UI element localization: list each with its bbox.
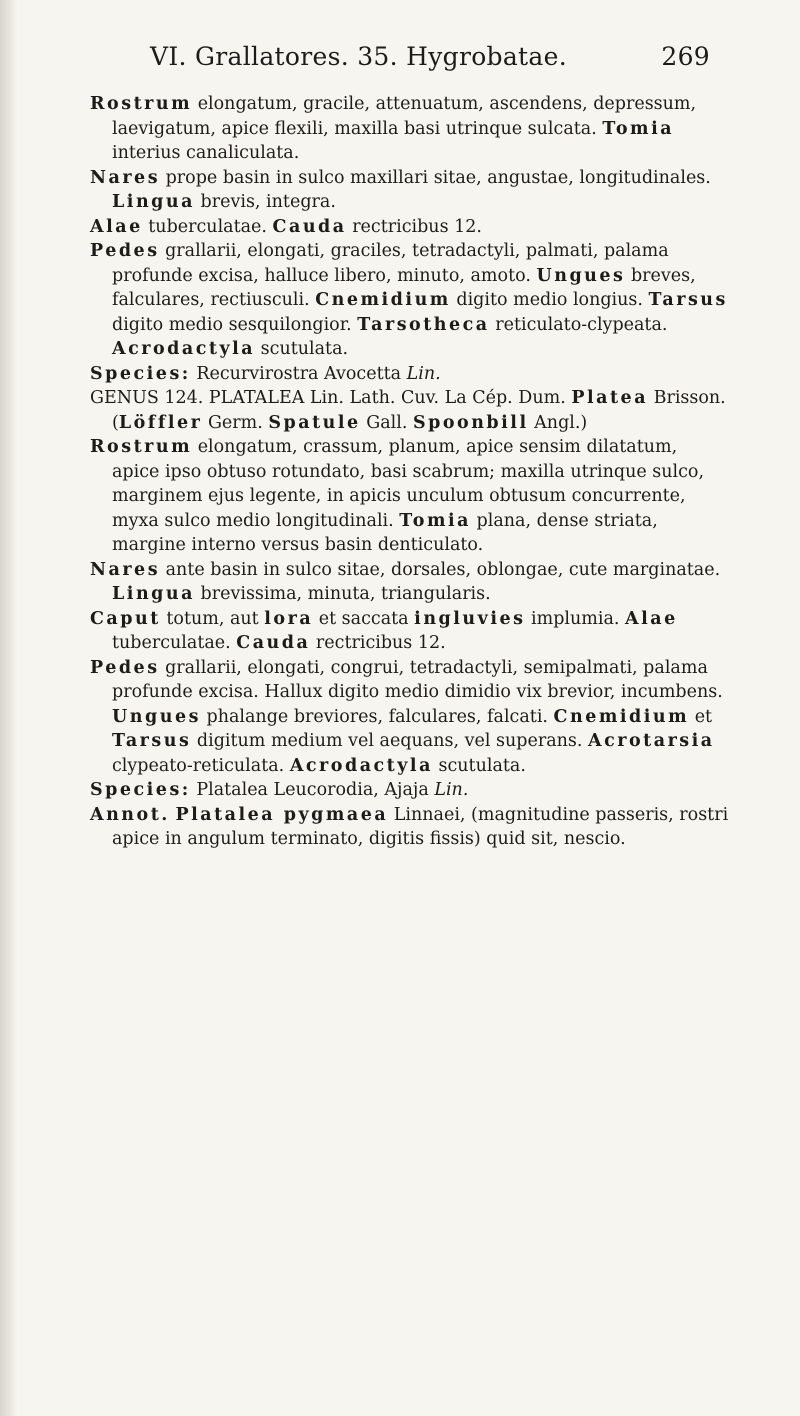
term-spoonbill: Spoonbill <box>412 412 529 433</box>
tomia-text: interius canaliculata. <box>112 143 300 163</box>
annotation-paragraph <box>90 803 730 852</box>
term-nares: Nares <box>90 559 161 580</box>
cnemidium-text: digito medio longius. <box>450 290 649 310</box>
term-ungues: Ungues <box>112 706 201 727</box>
page-body <box>90 92 730 852</box>
term-loffler: Löffler <box>118 412 203 433</box>
pedes-text: grallarii, elongati, graciles, tetradactyli, palmati, palama profunde excisa, halluce libero, minuto, amoto. <box>112 241 669 286</box>
cauda-text: rectricibus 12. <box>346 216 482 237</box>
term-rostrum: Rostrum <box>90 437 193 457</box>
alae-text: tuberculatae. <box>142 216 273 237</box>
term-lingua: Lingua <box>112 192 195 212</box>
alae-paragraph <box>90 215 730 240</box>
species-paragraph-2 <box>90 778 730 803</box>
tarsus-text: digitum medium vel aequans, vel superans. <box>191 731 589 751</box>
nares-text: prope basin in sulco maxillari sitae, angustae, longitudinales. <box>160 167 711 188</box>
alae-text: tuberculatae. <box>112 633 237 653</box>
acrotarsia-text: clypeato-reticulata. <box>112 755 285 776</box>
term-tarsotheca: Tarsotheca <box>357 314 490 335</box>
acrodactyla-text: scutulata. <box>432 755 526 776</box>
spoonbill-text: Angl.) <box>528 412 588 433</box>
running-header <box>150 42 710 82</box>
term-nares: Nares <box>90 167 161 188</box>
species-paragraph <box>90 362 730 387</box>
page-number: 269 <box>661 42 710 71</box>
term-lora: lora <box>264 608 314 629</box>
nares-text: ante basin in sulco sitae, dorsales, oblongae, cute marginatae. <box>160 559 721 580</box>
term-acrodactyla: Acrodactyla <box>289 755 433 776</box>
tomia-text: plana, dense striata, margine interno versus basin denticulato. <box>112 510 658 555</box>
rostrum-text: elongatum, gracile, attenuatum, ascendens, depressum, laevigatum, apice flexili, maxilla basi utrinque sulcata. <box>112 94 697 139</box>
platea-text: Brisson. ( <box>112 388 726 433</box>
cauda-text: rectricibus 12. <box>310 633 446 653</box>
acrodactyla-text: scutulata. <box>255 339 349 359</box>
chapter-title: VI. Grallatores. 35. Hygrobatae. <box>150 42 567 71</box>
spatule-text: Gall. <box>360 412 413 433</box>
tarsotheca-text: reticulato-clypeata. <box>489 314 668 335</box>
nares-paragraph <box>90 166 730 215</box>
term-cauda: Cauda <box>272 216 347 237</box>
loffler-text: Germ. <box>202 412 269 433</box>
term-species: Species: <box>90 363 191 384</box>
term-rostrum: Rostrum <box>90 94 193 114</box>
term-tomia: Tomia <box>399 510 471 531</box>
rostrum-paragraph <box>90 92 730 166</box>
term-tarsus: Tarsus <box>112 731 192 751</box>
term-pedes: Pedes <box>90 241 160 261</box>
term-ungues: Ungues <box>536 265 626 286</box>
term-alae: Alae <box>90 216 143 237</box>
species-text: Recurvirostra Avocetta <box>190 363 407 384</box>
pedes-text: grallarii, elongati, congrui, tetradactyli, semipalmati, palama profunde excisa. Hallux digito medio dimidio vix brevior, incumbens. <box>112 657 723 702</box>
annot-name: Platalea pygmaea <box>175 804 389 825</box>
page-binding-shadow <box>0 0 18 1416</box>
species-authority: Lin. <box>406 363 441 384</box>
ingluvies-text: implumia. <box>525 608 626 629</box>
species-text: Platalea Leucorodia, Ajaja <box>190 780 435 800</box>
term-acrodactyla: Acrodactyla <box>112 339 256 359</box>
caput-text: totum, aut <box>160 608 265 629</box>
ungues-text: phalange breviores, falculares, falcati. <box>200 706 554 727</box>
term-species: Species: <box>90 780 191 800</box>
nares-paragraph-2 <box>90 558 730 607</box>
term-cauda: Cauda <box>236 633 311 653</box>
cnemidium-text: et <box>689 706 713 727</box>
ungues-text: breves, falculares, rectiusculi. <box>112 265 696 310</box>
term-cnemidium: Cnemidium <box>553 706 690 727</box>
term-platea: Platea <box>571 388 649 408</box>
annot-text: Linnaei, (magnitudine passeris, rostri apice in angulum terminato, digitis fissis) quid sit, nescio. <box>112 804 729 849</box>
lingua-text: brevissima, minuta, triangularis. <box>194 584 491 604</box>
term-cnemidium: Cnemidium <box>315 290 451 310</box>
genus-line: GENUS 124. PLATALEA Lin. Lath. Cuv. La Cép. Dum. <box>90 388 572 408</box>
rostrum-paragraph-2 <box>90 435 730 558</box>
term-tomia: Tomia <box>602 118 675 139</box>
term-caput: Caput <box>90 608 161 629</box>
term-ingluvies: ingluvies <box>414 608 526 629</box>
pedes-paragraph <box>90 239 730 362</box>
pedes-paragraph-2 <box>90 656 730 779</box>
term-annot: Annot. <box>90 804 170 825</box>
lingua-text: brevis, integra. <box>194 192 336 212</box>
term-lingua: Lingua <box>112 584 195 604</box>
tarsus-text: digito medio sesquilongior. <box>112 314 358 335</box>
caput-paragraph <box>90 607 730 656</box>
term-pedes: Pedes <box>90 657 160 678</box>
lora-text: et saccata <box>313 608 415 629</box>
genus-heading <box>90 386 730 435</box>
term-alae: Alae <box>625 608 678 629</box>
term-spatule: Spatule <box>268 412 361 433</box>
term-acrotarsia: Acrotarsia <box>588 731 715 751</box>
rostrum-text: elongatum, crassum, planum, apice sensim dilatatum, apice ipso obtuso rotundato, basi scabrum; maxilla utrinque sulco, marginem ejus legente, in apicis unculum obtusum concurrente, myxa sulco medio longitudinali. <box>112 437 705 531</box>
term-tarsus: Tarsus <box>648 290 728 310</box>
species-authority: Lin. <box>434 780 469 800</box>
